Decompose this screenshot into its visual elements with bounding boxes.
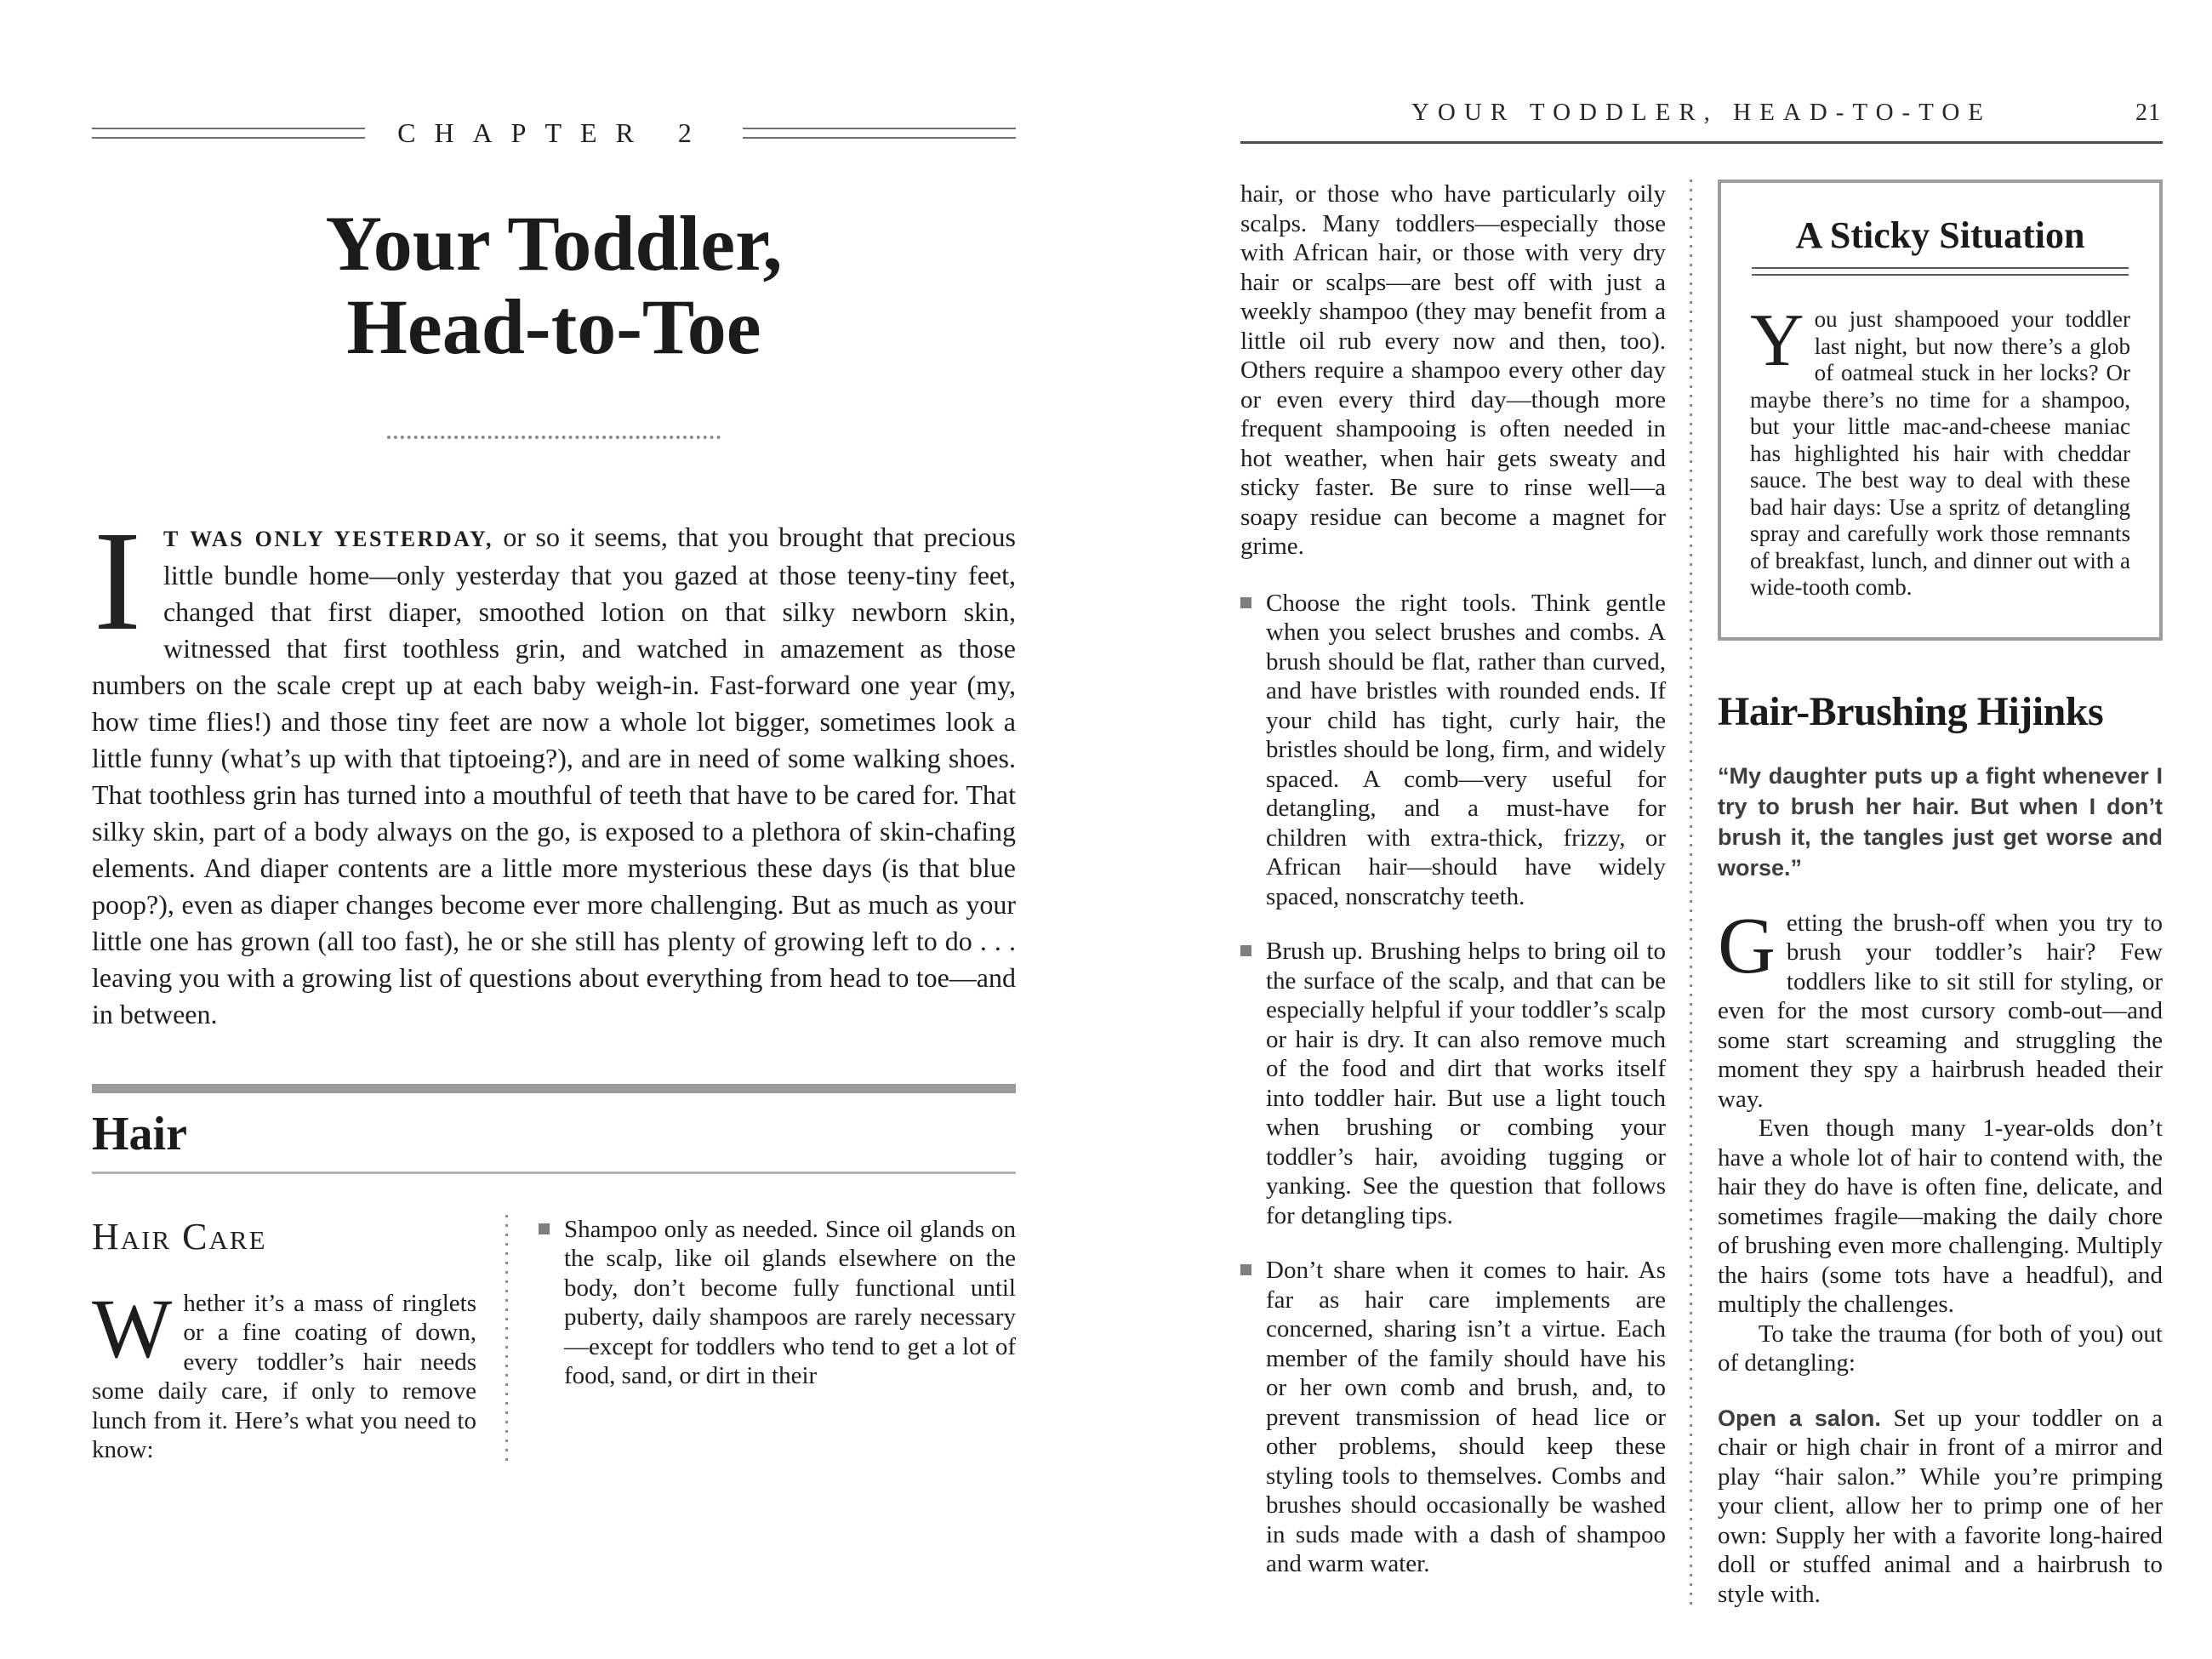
tip-paragraph [1718, 1404, 2163, 1610]
hair-tips-column [1240, 180, 1666, 1609]
shampoo-column [539, 1215, 1016, 1465]
square-bullet-icon [1240, 597, 1251, 608]
square-bullet-icon [1240, 945, 1251, 956]
section-bar [92, 1084, 1016, 1093]
tip-lead: Open a salon. [1718, 1405, 1881, 1431]
chapter-intro-paragraph [92, 501, 1016, 1033]
list-item [1240, 937, 1666, 1230]
right-page [1240, 99, 2163, 1609]
dotted-column-divider [505, 1215, 508, 1465]
running-head [1240, 99, 2163, 127]
dropcap-letter: W [92, 1280, 173, 1376]
list-item [1240, 1256, 1666, 1579]
sidebar-title-rule [1752, 267, 2129, 276]
qa-heading: Hair-Brushing Hijinks [1718, 688, 2104, 734]
square-bullet-icon [539, 1223, 550, 1234]
right-page-columns [1240, 180, 2163, 1609]
hair-care-text: hether it’s a mass of ringlets or a fine coating of down, every toddler’s hair needs some daily care, if only to remove lunch from it. Here’s what you need to know: [92, 1289, 476, 1464]
chapter-header [92, 117, 1016, 149]
answer-paragraph: Even though many 1-year-olds don’t have a whole lot of hair to contend with, the hair they do have is often fine, delicate, and sometimes fragile—making the daily chore of brushing even more challenging. Multiply the hairs (some tots have a headful), and multiply the challenges. [1718, 1115, 2163, 1318]
list-item [539, 1215, 1016, 1391]
sidebar-column [1718, 180, 2163, 1609]
answer-text: etting the brush-off when you try to brush your toddler’s hair? Few toddlers like to sit still for styling, or even for the most cursory comb-out—and some start screaming and struggling the moment they spy a hairbrush headed their way. [1718, 909, 2163, 1113]
subsection-title-hair-care: Hair Care [92, 1215, 267, 1257]
tip-text: Set up your toddler on a chair or high chair in front of a mirror and play “hair salon.” While you’re primping your client, allow her to primp one of her own: Supply her with a favorite long-haired doll or stuffed animal and a hairbrush to style with. [1718, 1404, 2164, 1608]
left-page-columns [92, 1215, 1016, 1465]
dotted-column-divider [1690, 180, 1692, 1609]
dropcap-letter: G [1718, 901, 1776, 990]
sticky-situation-box [1718, 180, 2163, 641]
qa-answer [1718, 901, 2163, 1378]
dropcap-letter: I [94, 501, 141, 660]
sidebar-title: A Sticky Situation [1795, 214, 2085, 256]
hair-care-paragraph [92, 1280, 476, 1465]
bullet-text: Brush up. Brushing helps to bring oil to the surface of the scalp, and that can be especially helpful if your toddler’s scalp or hair is dry. It can also remove much of the food and dirt that works itself into toddler hair. But use a light touch when brushing or combing your toddler’s hair, avoiding tugging or yanking. See the question that follows for detangling tips. [1266, 938, 1666, 1229]
left-page [92, 117, 1016, 1465]
intro-lead-smallcaps: T WAS ONLY YESTERDAY, [162, 526, 493, 551]
chapter-label: CHAPTER 2 [397, 117, 710, 148]
answer-paragraph: To take the trauma (for both of you) out of detangling: [1718, 1320, 2163, 1377]
list-item [1240, 589, 1666, 912]
page-number: 21 [2135, 100, 2161, 126]
answer-paragraph [1718, 901, 2163, 1115]
running-head-rule [1240, 141, 2163, 144]
dotted-divider [387, 436, 721, 439]
intro-text: or so it seems, that you brought that precious little bundle home—only yesterday that you gazed at those teeny-tiny feet, changed that first diaper, smoothed lotion on that silky newborn skin, witnessed that first toothless grin, and watched in amazement as those numbers on the scale crept up at each baby weigh-in. Fast-forward one year (my, how time flies!) and those tiny feet are now a whole lot bigger, sometimes look a little funny (what’s up with that tiptoeing?), and are in need of some walking shoes. That toothless grin has turned into a mouthful of teeth that have to be cared for. That silky skin, part of a body always on the go, is exposed to a plethora of skin-chafing elements. And diaper contents are a little more mysterious these days (is that blue poop?), even as diaper changes become ever more challenging. But as much as your little one has grown (all too fast), he or she still has plenty of growing left to do . . . leaving you with a growing list of questions about everything from head to toe—and in between. [92, 521, 1016, 1029]
hair-care-column [92, 1215, 476, 1465]
section-rule [92, 1172, 1016, 1174]
running-head-title: YOUR TODDLER, HEAD-TO-TOE [1411, 99, 1993, 126]
section-title-hair: Hair [92, 1107, 187, 1160]
dropcap-letter: Y [1750, 299, 1804, 382]
reader-question: “My daughter puts up a fight whenever I try to brush her hair. But when I don’t brush it, the tangles just get worse and worse.” [1718, 762, 2163, 881]
chapter-rule-left [92, 128, 365, 139]
bullet-text: Shampoo only as needed. Since oil glands on the scalp, like oil glands elsewhere on the body, don’t become fully functional until puberty, daily shampoos are rarely necessary—except for toddlers who tend to get a lot of food, sand, or dirt in their [564, 1215, 1016, 1390]
chapter-rule-right [743, 128, 1016, 139]
sidebar-paragraph [1750, 299, 2130, 601]
chapter-title [92, 202, 1016, 369]
chapter-title-line2: Head-to-Toe [346, 283, 761, 371]
chapter-title-line1: Your Toddler, [325, 200, 783, 287]
sidebar-text: ou just shampooed your toddler last night, but now there’s a glob of oatmeal stuck in her locks? Or maybe there’s no time for a shampoo, but your little mac-and-cheese maniac has highlighted his hair with cheddar sauce. The best way to deal with these bad hair days: Use a spritz of detangling spray and carefully work those remnants of breakfast, lunch, and dinner out with a wide-tooth comb. [1750, 306, 2130, 600]
bullet-text: Choose the right tools. Think gentle when you select brushes and combs. A brush should be flat, rather than curved, and have bristles with rounded ends. If your child has tight, curly hair, the bristles should be long, firm, and widely spaced. A comb—very useful for detangling, and a must-have for children with extra-thick, frizzy, or African hair—should have widely spaced, nonscratchy teeth. [1266, 589, 1666, 910]
square-bullet-icon [1240, 1264, 1251, 1275]
bullet-text: Don’t share when it comes to hair. As far as hair care implements are concerned, sharing isn’t a virtue. Each member of the family should have his or her own comb and brush, and, to prevent transmission of head lice or other problems, should keep these styling tools to themselves. Combs and brushes should occasionally be washed in suds made with a dash of shampoo and warm water. [1266, 1257, 1666, 1577]
continuation-paragraph: hair, or those who have particularly oily scalps. Many toddlers—especially those with African hair, or those with very dry hair or scalps—are best off with just a weekly shampoo (they may benefit from a little oil rub every now and then, too). Others require a shampoo every other day or even every third day—though more frequent shampooing is often needed in hot weather, when hair gets sweaty and sticky faster. Be sure to rinse well—a soapy residue can become a magnet for grime. [1240, 180, 1666, 560]
